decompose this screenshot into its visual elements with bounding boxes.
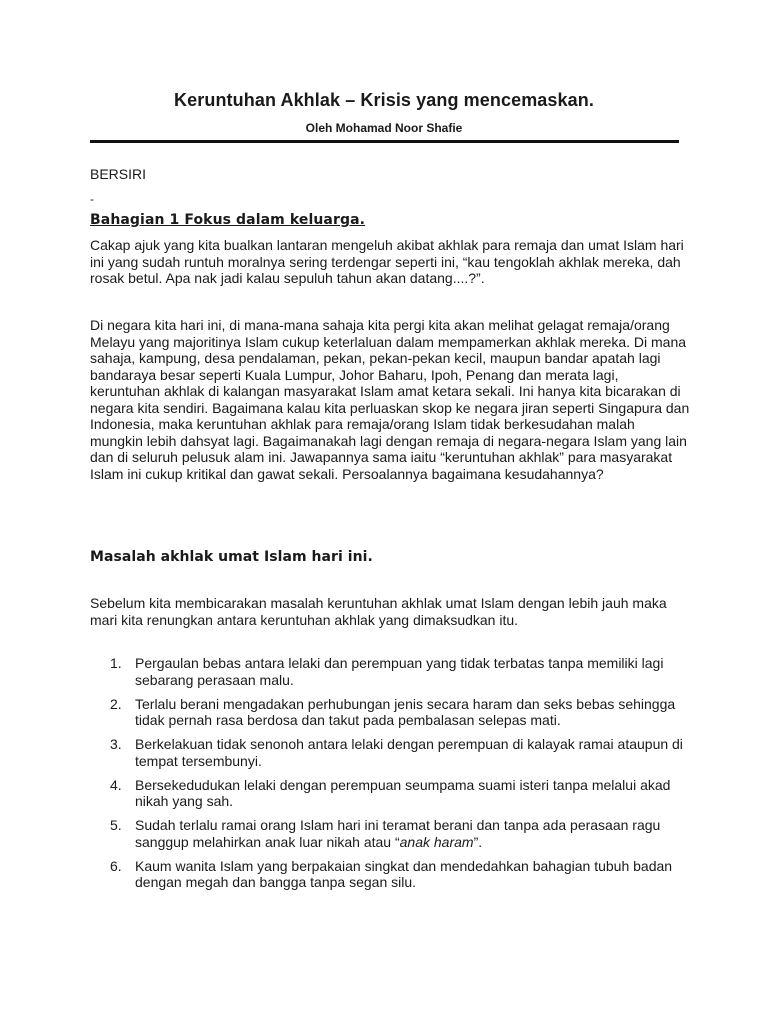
list-item-number: 5.	[110, 817, 122, 833]
list-item-text: Bersekedudukan lelaki dengan perempuan seumpama suami isteri tanpa melalui akad nikah yang sah.	[135, 776, 671, 809]
list-item-number: 6.	[110, 857, 122, 874]
dash-mark: -	[90, 192, 94, 206]
section-heading: Masalah akhlak umat Islam hari ini.	[90, 549, 373, 565]
list-item	[90, 736, 690, 769]
series-label: BERSIRI	[90, 166, 147, 182]
title-divider	[90, 140, 679, 143]
list-item-text: Berkelakuan tidak senonoh antara lelaki dengan perempuan di kalayak ramai ataupun di tempat tersembunyi.	[135, 736, 683, 769]
part-heading: Bahagian 1 Fokus dalam keluarga.	[90, 212, 366, 228]
list-item	[90, 817, 690, 850]
paragraph-intro: Cakap ajuk yang kita bualkan lantaran mengeluh akibat akhlak para remaja dan umat Islam hari ini yang sudah runtuh moralnya sering terdengar seperti ini, “kau tengoklah akhlak mereka, dah rosak betul. Apa nak jadi kalau sepuluh tahun akan datang....?”.	[90, 237, 684, 286]
list-item-italic: anak haram	[399, 833, 474, 850]
list-item-text: Pergaulan bebas antara lelaki dan perempuan yang tidak terbatas tanpa memiliki lagi sebarang perasaan malu.	[135, 655, 664, 688]
paragraph-body: Di negara kita hari ini, di mana-mana sahaja kita pergi kita akan melihat gelagat remaja/orang Melayu yang majoritinya Islam cukup keterlaluan dalam mempamerkan akhlak mereka. Di mana sahaja, kampung, desa pendalaman, pekan, pekan-pekan kecil, maupun bandar apatah lagi bandaraya besar seperti Kuala Lumpur, Johor Baharu, Ipoh, Penang dan merata lagi, keruntuhan akhlak di kalangan masyarakat Islam amat ketara sekali. Ini hanya kita bicarakan di negara kita sendiri. Bagaimana kalau kita perluaskan skop ke negara jiran seperti Singapura dan Indonesia, maka keruntuhan akhlak para remaja/orang Islam tidak berkesudahan malah mungkin lebih dahsyat lagi. Bagaimanakah lagi dengan remaja di negara-negara Islam yang lain dan di seluruh pelusuk alam ini. Jawapannya sama iaitu “keruntuhan akhlak” para masyarakat Islam ini cukup kritikal dan gawat sekali. Persoalannya bagaimana kesudahannya?	[90, 317, 690, 482]
document-title: Keruntuhan Akhlak – Krisis yang mencemaskan.	[174, 90, 594, 110]
list-item-text: Kaum wanita Islam yang berpakaian singkat dan mendedahkan bahagian tubuh badan dengan megah dan bangga tanpa segan silu.	[135, 857, 673, 890]
list-item-number: 4.	[110, 776, 122, 793]
akhlak-list	[90, 655, 690, 898]
list-item-text-after: ”.	[473, 833, 483, 850]
list-item	[90, 655, 690, 688]
list-item-number: 3.	[110, 736, 122, 752]
list-item	[90, 777, 690, 810]
list-item	[90, 696, 690, 729]
list-item-number: 2.	[110, 695, 122, 712]
paragraph-section-intro: Sebelum kita membicarakan masalah keruntuhan akhlak umat Islam dengan lebih jauh maka mari kita renungkan antara keruntuhan akhlak yang dimaksudkan itu.	[90, 595, 667, 628]
list-item-number: 1.	[110, 655, 122, 671]
list-item-text-before: Sudah terlalu ramai orang Islam hari ini teramat berani dan tanpa ada perasaan ragu sanggup melahirkan anak luar nikah atau “	[135, 817, 661, 850]
list-item	[90, 858, 690, 891]
list-item-text: Terlalu berani mengadakan perhubungan jenis secara haram dan seks bebas sehingga tidak pernah rasa berdosa dan takut pada pembalasan selepas mati.	[135, 695, 676, 728]
document-author: Oleh Mohamad Noor Shafie	[305, 121, 463, 135]
